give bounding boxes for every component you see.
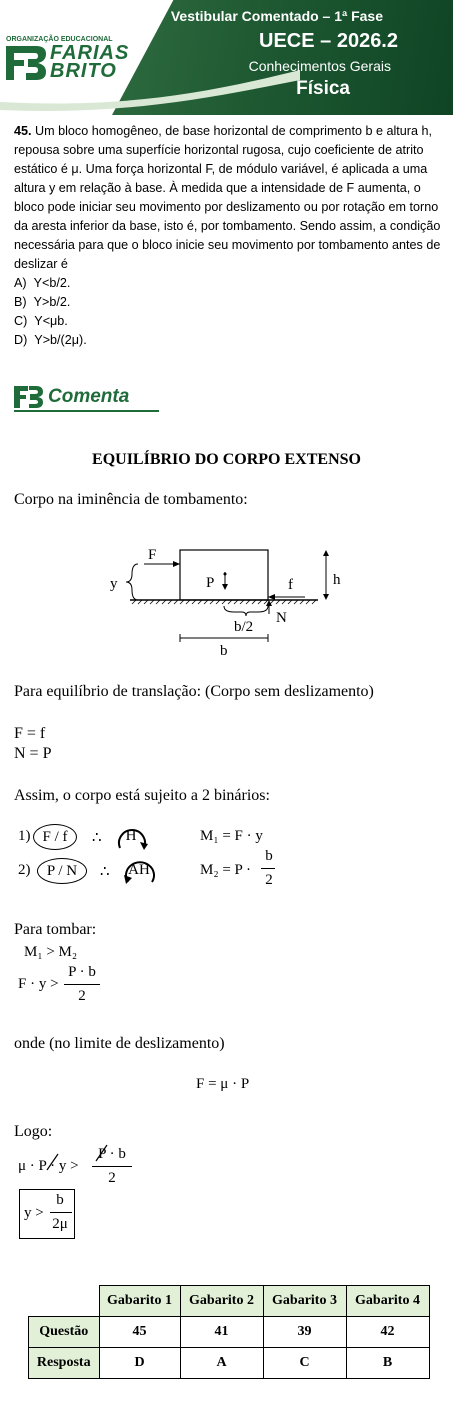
label-P: P [206, 575, 215, 591]
friction-limit: F = μ · P [196, 1076, 250, 1092]
label-y: y [110, 576, 118, 592]
label-F: F [148, 547, 157, 563]
strike-icon [94, 1143, 108, 1163]
rotation-h [114, 822, 148, 850]
fb-mini-logo-icon [14, 386, 44, 408]
therefore-1: ∴ [92, 830, 102, 846]
table-cell: 45 [99, 1317, 180, 1348]
brace-y [126, 564, 138, 600]
table-corner [29, 1286, 100, 1317]
table-cell: B [346, 1348, 429, 1379]
moment-2-num: b [265, 848, 273, 864]
option-a-letter: A) [14, 276, 27, 290]
onde-text: onde (no limite de deslizamento) [14, 1035, 225, 1052]
inequality-2-fraction-bar [64, 984, 100, 985]
comenta-underline [14, 410, 159, 412]
option-a [14, 274, 444, 293]
binario-2-num: 2) [18, 862, 31, 878]
binario-1-num: 1) [18, 828, 31, 844]
header-banner [0, 0, 453, 115]
height-arrowhead-bottom [323, 594, 329, 600]
table-row-label: Questão [29, 1317, 100, 1348]
moment-2-fraction-bar [261, 868, 275, 869]
strike-icon [45, 1152, 59, 1172]
question-statement [14, 122, 444, 274]
inequality-2-num: P · b [68, 964, 96, 980]
moment-2-left: M₂ = P · [200, 862, 252, 878]
comenta-banner [14, 386, 164, 414]
table-cell: 41 [180, 1317, 263, 1348]
table-row-label: Resposta [29, 1348, 100, 1379]
logo-left: μ · P · y > [18, 1158, 79, 1174]
table-cell: 39 [263, 1317, 346, 1348]
logo-fraction-bar [92, 1166, 132, 1167]
option-a-text: Y<b/2. [33, 276, 71, 290]
option-d [14, 331, 444, 350]
option-d-text: Y>b/(2μ). [34, 333, 87, 347]
logo-num: P · b [98, 1146, 126, 1162]
final-fraction-bar [50, 1212, 72, 1213]
table-cell: 42 [346, 1317, 429, 1348]
height-arrowhead-top [323, 550, 329, 556]
option-c-text: Y<μb. [34, 314, 68, 328]
logo-den: 2 [108, 1170, 116, 1186]
center-mass-dot [224, 573, 227, 576]
table-row [29, 1348, 430, 1379]
table-header-cell: Gabarito 4 [346, 1286, 429, 1317]
table-cell: D [99, 1348, 180, 1379]
brand-brito: BRITO [50, 60, 117, 82]
translation-text: Para equilíbrio de translação: (Corpo sem deslizamento) [14, 683, 374, 700]
final-answer-box [19, 1189, 75, 1239]
equation-f: F = f [14, 725, 46, 742]
binario-2-pair: P / N [37, 858, 87, 884]
block-diagram [100, 540, 360, 660]
brace-b2 [224, 606, 268, 616]
header-conhecimentos: Conhecimentos Gerais [248, 58, 391, 74]
rotation-ah-label: AH [128, 862, 150, 878]
table-header-cell: Gabarito 3 [263, 1286, 346, 1317]
solution-intro: Corpo na iminência de tombamento: [14, 491, 248, 508]
therefore-2: ∴ [100, 864, 110, 880]
label-b2: b/2 [234, 619, 254, 635]
gabarito-table [28, 1285, 430, 1379]
option-c-letter: C) [14, 314, 28, 328]
inequality-1: M₁ > M₂ [24, 944, 78, 960]
label-b: b [220, 643, 228, 659]
brand-farias: FARIAS [50, 42, 130, 64]
tombar-text: Para tombar: [14, 921, 97, 938]
cancel-p-left [45, 1152, 59, 1172]
force-f-arrowhead [173, 561, 180, 567]
table-cell: A [180, 1348, 263, 1379]
header-vestibular: Vestibular Comentado – 1ª Fase [170, 8, 383, 24]
cancel-p-right [94, 1143, 108, 1163]
final-num: b [56, 1192, 64, 1208]
binarios-text: Assim, o corpo está sujeito a 2 binários: [14, 787, 270, 804]
question-text: Um bloco homogêneo, de base horizontal de comprimento b e altura h, repousa sobre uma superfície horizontal rugosa, cujo coeficiente de atrito estático é μ. Uma força horizontal F, de módulo variável, é aplicada a uma altura y em relação à base. À medida que a intensidade de F aumenta, o bloco pode iniciar seu movimento por deslizamento ou por rotação em torno da aresta inferior da base, isto é, por tombamento. Sendo assim, a condição necessária para que o bloco inicie seu movimento por tombamento antes de deslizar é [14, 124, 441, 271]
question-block [14, 122, 444, 350]
friction-arrowhead [268, 594, 275, 600]
header-fisica: Física [296, 78, 350, 99]
final-left: y > [24, 1205, 44, 1221]
final-den: 2μ [52, 1216, 68, 1232]
inequality-2-left: F · y > [18, 976, 59, 992]
question-number: 45. [14, 124, 32, 138]
rotation-ah [120, 856, 158, 884]
weight-arrowhead [222, 584, 228, 590]
org-label: ORGANIZAÇÃO EDUCACIONAL [6, 36, 113, 43]
option-c [14, 312, 444, 331]
table-header-cell: Gabarito 2 [180, 1286, 263, 1317]
option-b [14, 293, 444, 312]
equation-n: N = P [14, 745, 52, 762]
binario-1-pair: F / f [33, 824, 77, 850]
inequality-2-den: 2 [78, 988, 86, 1004]
option-d-letter: D) [14, 333, 28, 347]
fb-logo-icon [6, 46, 46, 80]
rotation-h-label: H [125, 828, 137, 844]
table-header-row [29, 1286, 430, 1317]
header-uece: UECE – 2026.2 [259, 30, 398, 52]
solution-title: EQUILÍBRIO DO CORPO EXTENSO [92, 451, 361, 468]
label-h: h [333, 572, 341, 588]
label-f: f [288, 577, 293, 593]
table-row [29, 1317, 430, 1348]
table-cell: C [263, 1348, 346, 1379]
logo-text: Logo: [14, 1123, 53, 1140]
table-header-cell: Gabarito 1 [99, 1286, 180, 1317]
moment-1: M₁ = F · y [200, 828, 263, 844]
option-b-letter: B) [14, 295, 27, 309]
comenta-label: Comenta [48, 386, 130, 407]
label-N: N [276, 610, 287, 626]
moment-2-den: 2 [265, 872, 273, 888]
option-b-text: Y>b/2. [33, 295, 71, 309]
